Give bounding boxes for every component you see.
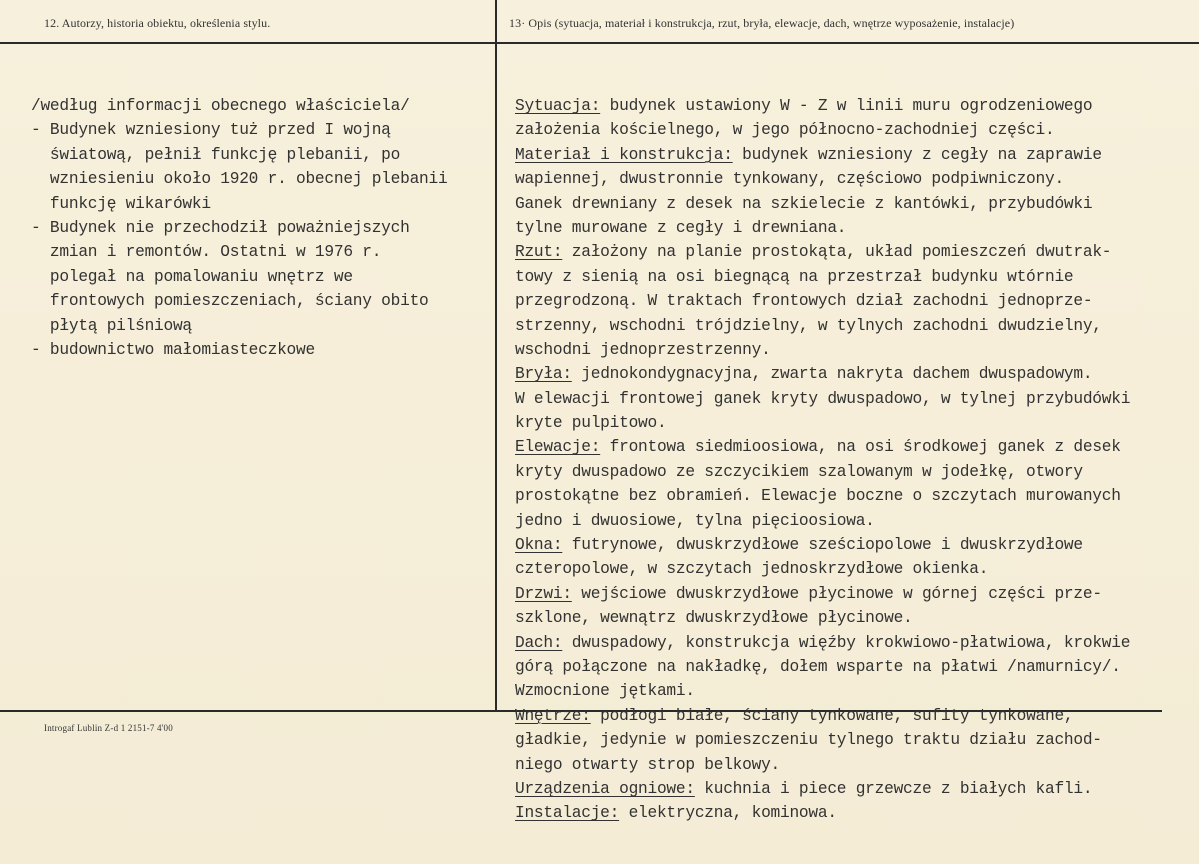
description-text: futrynowe, dwuskrzydłowe sześciopolowe i dwuskrzydłowe <box>562 536 1083 555</box>
history-line: płytą pilśniową <box>31 316 192 335</box>
description-line <box>515 362 1130 386</box>
description-line <box>515 118 1130 142</box>
description-text: budynek ustawiony W - Z w linii muru ogrodzeniowego <box>600 97 1093 115</box>
description-text: jedno i dwuosiowe, tylna pięcioosiowa. <box>515 511 875 530</box>
description-text: dwuspadowy, konstrukcja więźby krokwiowo-płatwiowa, krokwie <box>562 633 1131 652</box>
section-label: Rzut: <box>515 243 563 262</box>
section-label: Dach: <box>515 633 563 652</box>
section-label: Materiał i konstrukcja: <box>515 145 733 164</box>
description-text: kryty dwuspadowo ze szczycikiem szalowanym w jodełkę, otwory <box>515 462 1083 481</box>
description-line <box>515 460 1130 484</box>
history-line: frontowych pomieszczeniach, ściany obito <box>31 292 429 311</box>
description-line <box>515 606 1130 630</box>
description-line <box>515 387 1130 411</box>
description-line <box>515 265 1130 289</box>
history-line: funkcję wikarówki <box>31 194 211 213</box>
history-line: zmian i remontów. Ostatni w 1976 r. <box>31 243 382 262</box>
history-line: polegał na pomalowaniu wnętrz we <box>31 267 353 286</box>
description-text: górą połączone na nakładkę, dołem wsparte na płatwi /namurnicy/. <box>515 657 1121 676</box>
printer-imprint: Introgaf Lublin Z-d 1 2151-7 4'00 <box>44 723 173 733</box>
history-line: - Budynek wzniesiony tuż przed I wojną <box>31 121 391 140</box>
description-text: prostokątne bez obramień. Elewacje boczne o szczytach murowanych <box>515 487 1121 506</box>
description-line <box>515 557 1130 581</box>
history-line: /według informacji obecnego właściciela/ <box>31 97 410 115</box>
description-text: W elewacji frontowej ganek kryty dwuspadowo, w tylnej przybudówki <box>515 389 1131 408</box>
description-text: wejściowe dwuskrzydłowe płycinowe w górnej części prze- <box>571 584 1102 603</box>
section-label: Sytuacja: <box>515 97 601 115</box>
description-text-block <box>515 94 1130 826</box>
description-text: gładkie, jedynie w pomieszczeniu tylnego traktu działu zachod- <box>515 731 1102 750</box>
section-label: Elewacje: <box>515 438 601 457</box>
description-text: Ganek drewniany z desek na szkielecie z kantówki, przybudówki <box>515 194 1093 213</box>
column-divider <box>495 0 497 710</box>
description-line <box>515 435 1130 459</box>
description-text: towy z sienią na osi biegnącą na przestrzał budynku wtórnie <box>515 267 1074 286</box>
description-line <box>515 704 1130 728</box>
description-line <box>515 801 1130 825</box>
history-line: - budownictwo małomiasteczkowe <box>31 340 315 359</box>
description-text: założenia kościelnego, w jego północno-zachodniej części. <box>515 121 1055 140</box>
description-line <box>515 679 1130 703</box>
description-line <box>515 533 1130 557</box>
description-line <box>515 314 1130 338</box>
description-line <box>515 582 1130 606</box>
description-text: strzenny, wschodni trójdzielny, w tylnych zachodni dwudzielny, <box>515 316 1102 335</box>
section-label: Instalacje: <box>515 804 620 823</box>
header-divider <box>0 42 1199 44</box>
description-line <box>515 509 1130 533</box>
description-text: elektryczna, kominowa. <box>619 804 837 823</box>
description-text: frontowa siedmioosiowa, na osi środkowej ganek z desek <box>600 438 1121 457</box>
history-line: światową, pełnił funkcję plebanii, po <box>31 145 401 164</box>
description-text: podłogi białe, ściany tynkowane, sufity tynkowane, <box>590 706 1074 725</box>
section-label: Drzwi: <box>515 584 572 603</box>
description-text: wapiennej, dwustronnie tynkowany, częściowo podpiwniczony. <box>515 170 1064 189</box>
description-text: założony na planie prostokąta, układ pomieszczeń dwutrak- <box>562 243 1112 262</box>
description-line <box>515 338 1130 362</box>
description-line <box>515 192 1130 216</box>
description-text: Wzmocnione jętkami. <box>515 682 695 701</box>
history-text-block <box>31 94 447 362</box>
section-12-header: 12. Autorzy, historia obiektu, określenia stylu. <box>44 16 271 30</box>
description-text: niego otwarty strop belkowy. <box>515 755 780 774</box>
description-text: wschodni jednoprzestrzenny. <box>515 340 771 359</box>
description-text: kuchnia i piece grzewcze z białych kafli. <box>694 779 1093 798</box>
description-line <box>515 167 1130 191</box>
description-line <box>515 655 1130 679</box>
description-text: kryte pulpitowo. <box>515 414 667 433</box>
description-line <box>515 753 1130 777</box>
description-line <box>515 411 1130 435</box>
description-line <box>515 484 1130 508</box>
history-line: - Budynek nie przechodził poważniejszych <box>31 218 410 237</box>
section-label: Bryła: <box>515 365 572 384</box>
section-label: Wnętrze: <box>515 706 591 725</box>
description-text: czteropolowe, w szczytach jednoskrzydłowe okienka. <box>515 560 989 579</box>
description-line <box>515 143 1130 167</box>
description-line <box>515 777 1130 801</box>
description-text: jednokondygnacyjna, zwarta nakryta dachem dwuspadowym. <box>571 365 1093 384</box>
description-line <box>515 289 1130 313</box>
section-13-header: 13· Opis (sytuacja, materiał i konstrukcja, rzut, bryła, elewacje, dach, wnętrze wyposażenie, instalacje) <box>509 16 1015 30</box>
description-line <box>515 631 1130 655</box>
description-text: szklone, wewnątrz dwuskrzydłowe płycinowe. <box>515 609 913 628</box>
description-line <box>515 728 1130 752</box>
description-line <box>515 94 1130 118</box>
description-text: przegrodzoną. W traktach frontowych dział zachodni jednoprze- <box>515 292 1093 311</box>
description-text: budynek wzniesiony z cegły na zaprawie <box>732 145 1102 164</box>
history-line: wzniesieniu około 1920 r. obecnej plebanii <box>31 170 448 189</box>
description-text: tylne murowane z cegły i drewniana. <box>515 218 847 237</box>
description-line <box>515 240 1130 264</box>
description-line <box>515 216 1130 240</box>
section-label: Urządzenia ogniowe: <box>515 779 695 798</box>
section-label: Okna: <box>515 536 563 555</box>
